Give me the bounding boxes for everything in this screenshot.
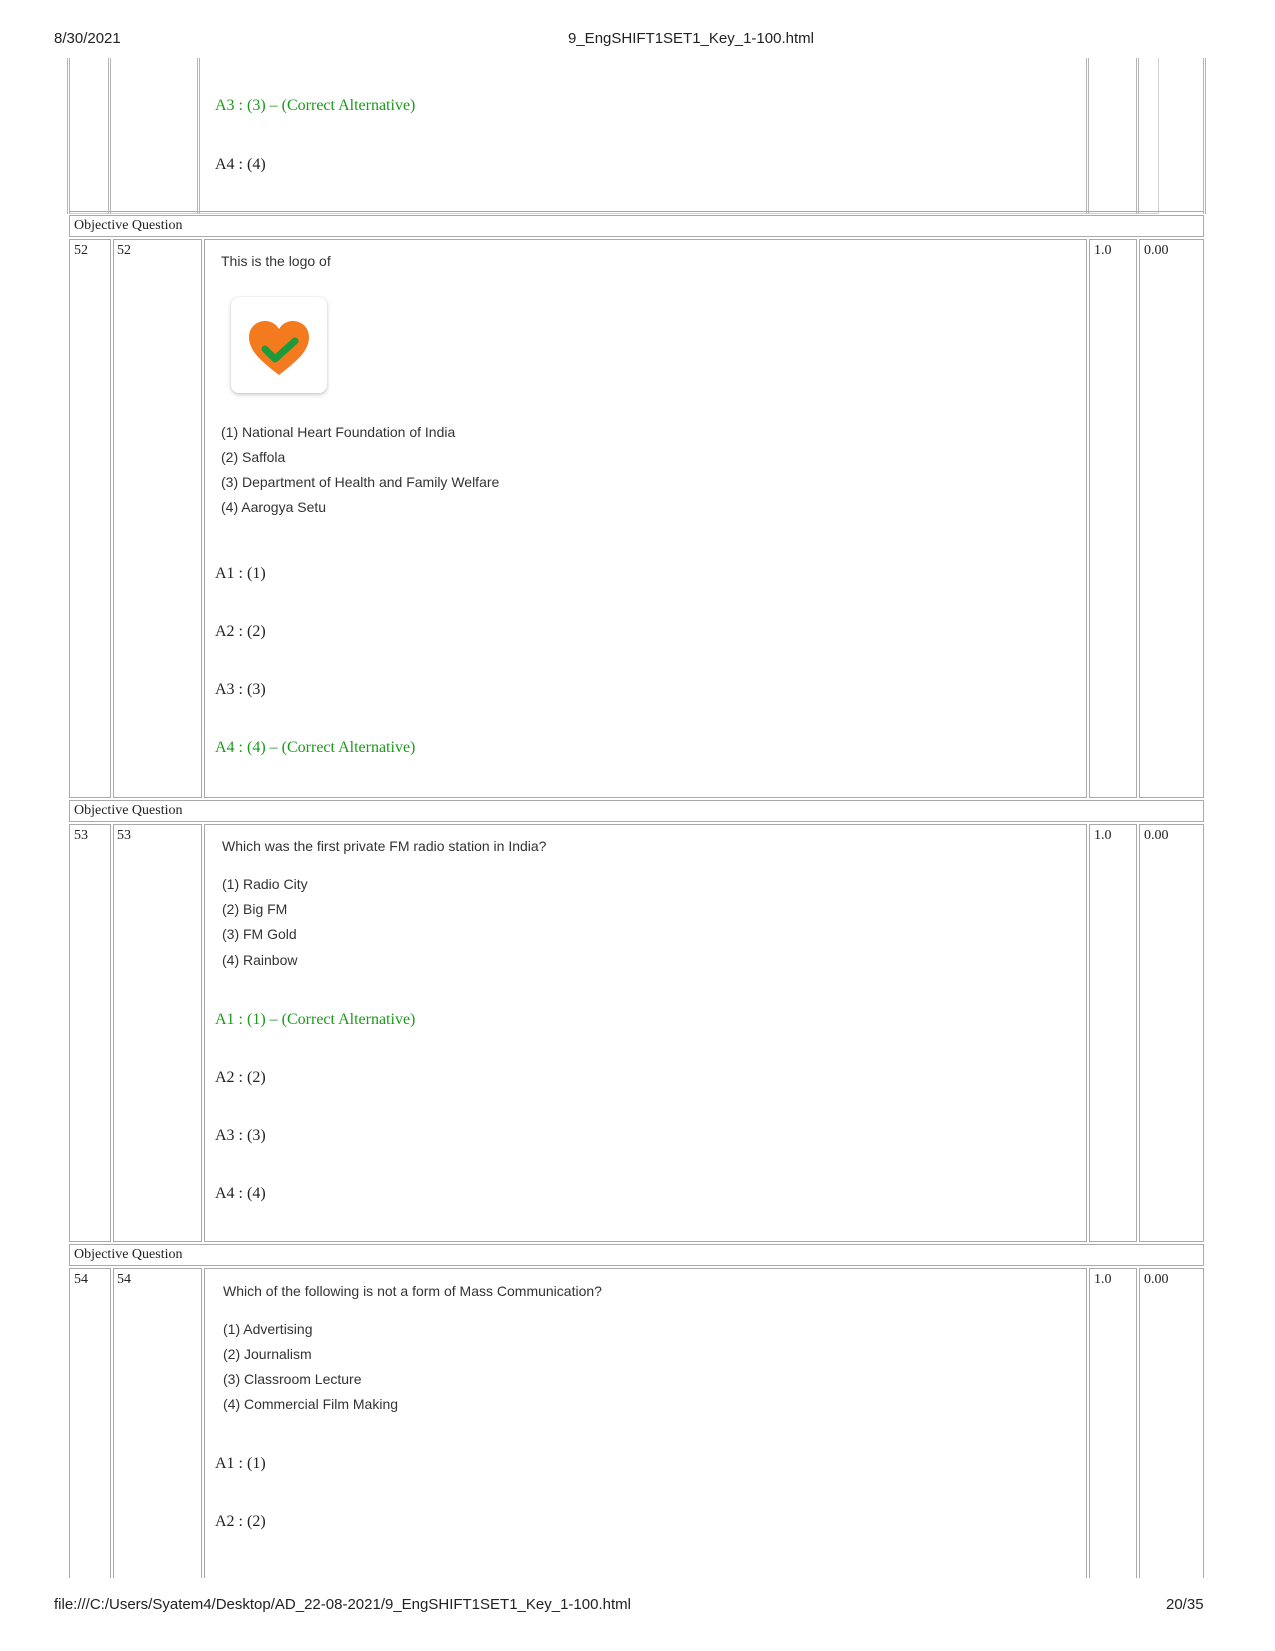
serial-cell — [69, 239, 111, 798]
question-body-cell — [204, 1268, 1087, 1578]
marks-cell — [1089, 824, 1137, 1242]
answer-option: A2 : (2) — [215, 1513, 266, 1530]
answer-option: A4 : (4) — [215, 1185, 266, 1202]
question-type-label: Objective Question — [74, 803, 183, 818]
answer-option: A2 : (2) — [215, 1069, 266, 1086]
question-id-cell — [113, 824, 202, 1242]
answer-option: A1 : (1) — [215, 1455, 266, 1472]
option-4: (4) Commercial Film Making — [223, 1396, 399, 1412]
option-1: (1) National Heart Foundation of India — [221, 424, 456, 440]
serial-number: 53 — [74, 828, 88, 843]
question-id-cell — [113, 1268, 202, 1578]
answer-option: A4 : (4) — [215, 156, 266, 173]
serial-number: 54 — [74, 1272, 88, 1287]
serial-cell — [69, 1268, 111, 1578]
option-1: (1) Advertising — [223, 1321, 313, 1337]
question-type-label: Objective Question — [74, 218, 183, 233]
negative-marks-cell — [1139, 824, 1204, 1242]
negative-marks-cell — [1139, 1268, 1204, 1578]
question-id: 54 — [117, 1272, 131, 1287]
question-type-row — [69, 800, 1204, 822]
marks-cell — [1089, 1268, 1137, 1578]
question-body-cell — [204, 824, 1087, 1242]
question-body-cell — [204, 239, 1087, 798]
answer-option: A2 : (2) — [215, 623, 266, 640]
question-id: 53 — [117, 828, 131, 843]
heart-check-icon — [231, 297, 327, 393]
aarogya-setu-logo-image — [231, 297, 327, 393]
question-type-row — [69, 215, 1204, 237]
question-type-label: Objective Question — [74, 1247, 183, 1262]
question-text: Which was the first private FM radio station in India? — [222, 838, 547, 854]
serial-number: 52 — [74, 243, 88, 258]
marks: 1.0 — [1094, 1272, 1112, 1287]
marks: 1.0 — [1094, 828, 1112, 843]
answer-option: A4 : (4) – (Correct Alternative) — [215, 739, 416, 756]
question-text: Which of the following is not a form of Mass Communication? — [223, 1283, 602, 1299]
option-2: (2) Big FM — [222, 901, 288, 917]
option-3: (3) Department of Health and Family Welfare — [221, 474, 500, 490]
file-path: file:///C:/Users/Syatem4/Desktop/AD_22-08-2021/9_EngSHIFT1SET1_Key_1-100.html — [54, 1596, 631, 1613]
page-number: 20/35 — [1166, 1596, 1204, 1613]
marks-cell — [1089, 239, 1137, 798]
option-3: (3) Classroom Lecture — [223, 1371, 362, 1387]
answer-option: A3 : (3) — [215, 1127, 266, 1144]
negative-marks: 0.00 — [1144, 243, 1169, 258]
negative-marks: 0.00 — [1144, 828, 1169, 843]
question-id-cell — [113, 239, 202, 798]
answer-option: A3 : (3) — [215, 681, 266, 698]
option-1: (1) Radio City — [222, 876, 308, 892]
print-date: 8/30/2021 — [54, 30, 121, 47]
option-4: (4) Aarogya Setu — [221, 499, 327, 515]
option-4: (4) Rainbow — [222, 952, 298, 968]
option-2: (2) Saffola — [221, 449, 286, 465]
question-id: 52 — [117, 243, 131, 258]
page-title: 9_EngSHIFT1SET1_Key_1-100.html — [568, 30, 814, 47]
answer-option: A1 : (1) – (Correct Alternative) — [215, 1011, 416, 1028]
serial-cell — [69, 824, 111, 1242]
negative-marks-cell — [1139, 239, 1204, 798]
question-text: This is the logo of — [221, 253, 331, 269]
option-2: (2) Journalism — [223, 1346, 312, 1362]
answer-option: A3 : (3) – (Correct Alternative) — [215, 97, 416, 114]
answer-option: A1 : (1) — [215, 565, 266, 582]
option-3: (3) FM Gold — [222, 926, 297, 942]
question-type-row — [69, 1244, 1204, 1266]
marks: 1.0 — [1094, 243, 1112, 258]
negative-marks: 0.00 — [1144, 1272, 1169, 1287]
